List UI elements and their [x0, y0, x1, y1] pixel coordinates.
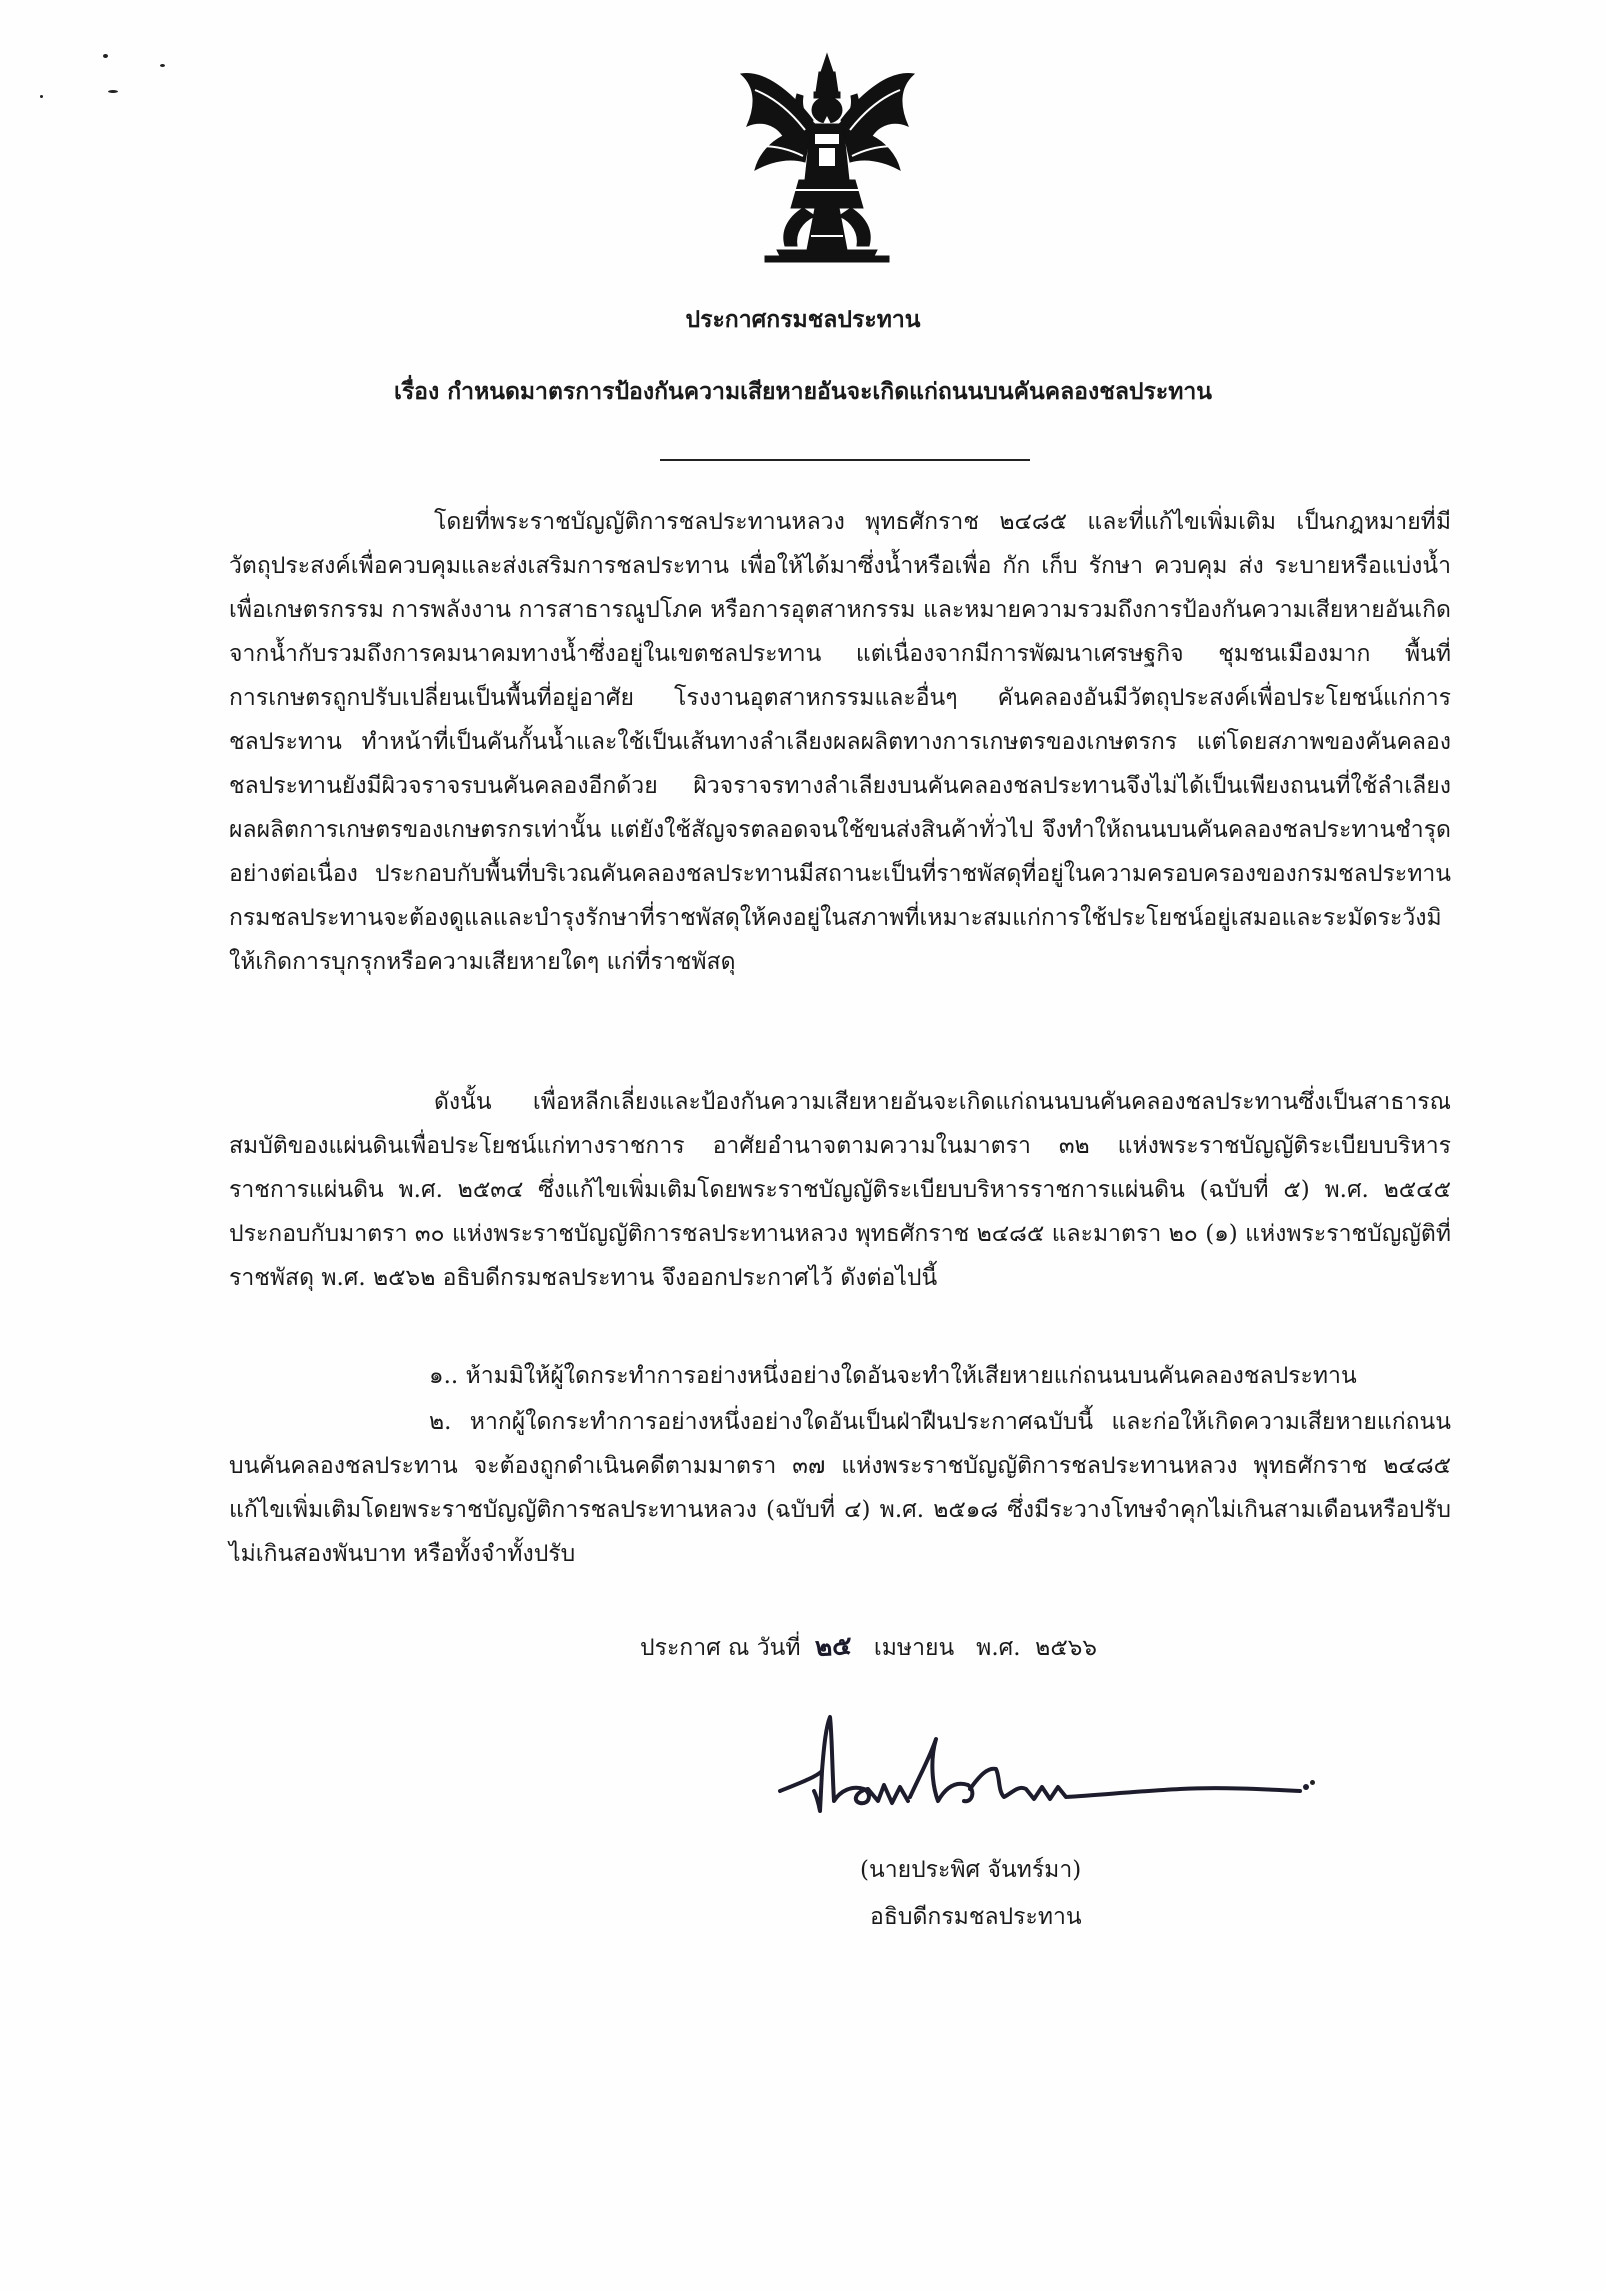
scan-speck	[40, 95, 43, 98]
announcement-date	[640, 1625, 1097, 1670]
document-title: ประกาศกรมชลประทาน	[685, 306, 921, 333]
clause-text: ๒. หากผู้ใดกระทำการอย่างหนึ่งอย่างใดอันเป็นฝ่าฝืนประกาศฉบับนี้ และก่อให้เกิดความเสียหายแก่ถนนบนคันคลองชลประทาน จะต้องถูกดำเนินคดีตามมาตรา ๓๗ แห่งพระราชบัญญัติการชลประทานหลวง พุทธศักราช ๒๔๘๕ แก้ไขเพิ่มเติมโดยพระราชบัญญัติการชลประทานหลวง (ฉบับที่ ๔) พ.ศ. ๒๕๑๘ ซึ่งมีระวางโทษจำคุกไม่เกินสามเดือนหรือปรับไม่เกินสองพันบาท หรือทั้งจำทั้งปรับ	[229, 1409, 1451, 1567]
paragraph-text: ดังนั้น เพื่อหลีกเลี่ยงและป้องกันความเสียหายอันจะเกิดแก่ถนนบนคันคลองชลประทานซึ่งเป็นสาธารณสมบัติของแผ่นดินเพื่อประโยชน์แก่ทางราชการ อาศัยอำนาจตามความในมาตรา ๓๒ แห่งพระราชบัญญัติระเบียบบริหารราชการแผ่นดิน พ.ศ. ๒๕๓๔ ซึ่งแก้ไขเพิ่มเติมโดยพระราชบัญญัติระเบียบบริหารราชการแผ่นดิน (ฉบับที่ ๕) พ.ศ. ๒๕๔๕ ประกอบกับมาตรา ๓๐ แห่งพระราชบัญญัติการชลประทานหลวง พุทธศักราช ๒๔๘๕ และมาตรา ๒๐ (๑) แห่งพระราชบัญญัติที่ราชพัสดุ พ.ศ. ๒๕๖๒ อธิบดีกรมชลประทาน จึงออกประกาศไว้ ดังต่อไปนี้	[229, 1089, 1451, 1291]
document-subject: เรื่อง กำหนดมาตรการป้องกันความเสียหายอันจะเกิดแก่ถนนบนคันคลองชลประทาน	[393, 378, 1213, 405]
clause-2	[229, 1400, 1451, 1576]
clause-text: ๑.. ห้ามมิให้ผู้ใดกระทำการอย่างหนึ่งอย่างใดอันจะทำให้เสียหายแก่ถนนบนคันคลองชลประทาน	[429, 1363, 1357, 1389]
signatory-position: อธิบดีกรมชลประทาน	[870, 1904, 1082, 1930]
title-divider	[660, 459, 1030, 461]
date-prefix: ประกาศ ณ วันที่	[640, 1635, 801, 1661]
garuda-emblem	[735, 50, 920, 265]
scan-speck	[160, 64, 165, 67]
signatory-name: (นายประพิศ จันทร์มา)	[860, 1857, 1082, 1883]
date-era: พ.ศ.	[976, 1635, 1021, 1661]
paragraph-text: โดยที่พระราชบัญญัติการชลประทานหลวง พุทธศักราช ๒๔๘๕ และที่แก้ไขเพิ่มเติม เป็นกฎหมายที่มีวัตถุประสงค์เพื่อควบคุมและส่งเสริมการชลประทาน เพื่อให้ได้มาซึ่งน้ำหรือเพื่อ กัก เก็บ รักษา ควบคุม ส่ง ระบายหรือแบ่งน้ำเพื่อเกษตรกรรม การพลังงาน การสาธารณูปโภค หรือการอุตสาหกรรม และหมายความรวมถึงการป้องกันความเสียหายอันเกิดจากน้ำกับรวมถึงการคมนาคมทางน้ำซึ่งอยู่ในเขตชลประทาน แต่เนื่องจากมีการพัฒนาเศรษฐกิจ ชุมชนเมืองมาก พื้นที่การเกษตรถูกปรับเปลี่ยนเป็นพื้นที่อยู่อาศัย โรงงานอุตสาหกรรมและอื่นๆ คันคลองอันมีวัตถุประสงค์เพื่อประโยชน์แก่การชลประทาน ทำหน้าที่เป็นคันกั้นน้ำและใช้เป็นเส้นทางลำเลียงผลผลิตทางการเกษตรของเกษตรกร แต่โดยสภาพของคันคลองชลประทานยังมีผิวจราจรบนคันคลองอีกด้วย ผิวจราจรทางลำเลียงบนคันคลองชลประทานจึงไม่ได้เป็นเพียงถนนที่ใช้ลำเลียงผลผลิตการเกษตรของเกษตรกรเท่านั้น แต่ยังใช้สัญจรตลอดจนใช้ขนส่งสินค้าทั่วไป จึงทำให้ถนนบนคันคลองชลประทานชำรุดอย่างต่อเนื่อง ประกอบกับพื้นที่บริเวณคันคลองชลประทานมีสถานะเป็นที่ราชพัสดุที่อยู่ในความครอบครองของกรมชลประทาน กรมชลประทานจะต้องดูแลและบำรุงรักษาที่ราชพัสดุให้คงอยู่ในสภาพที่เหมาะสมแก่การใช้ประโยชน์อยู่เสมอและระมัดระวังมิให้เกิดการบุกรุกหรือความเสียหายใดๆ แก่ที่ราชพัสดุ	[229, 509, 1451, 975]
body-paragraph-2	[229, 1080, 1451, 1300]
body-paragraph-1	[229, 500, 1451, 984]
date-month: เมษายน	[873, 1635, 955, 1661]
scan-speck	[108, 90, 118, 93]
handwritten-signature	[760, 1705, 1320, 1825]
scan-speck	[103, 54, 108, 58]
clause-1	[229, 1354, 1451, 1398]
date-day-handwritten: ๒๕	[814, 1631, 853, 1663]
date-year: ๒๕๖๖	[1035, 1635, 1097, 1661]
